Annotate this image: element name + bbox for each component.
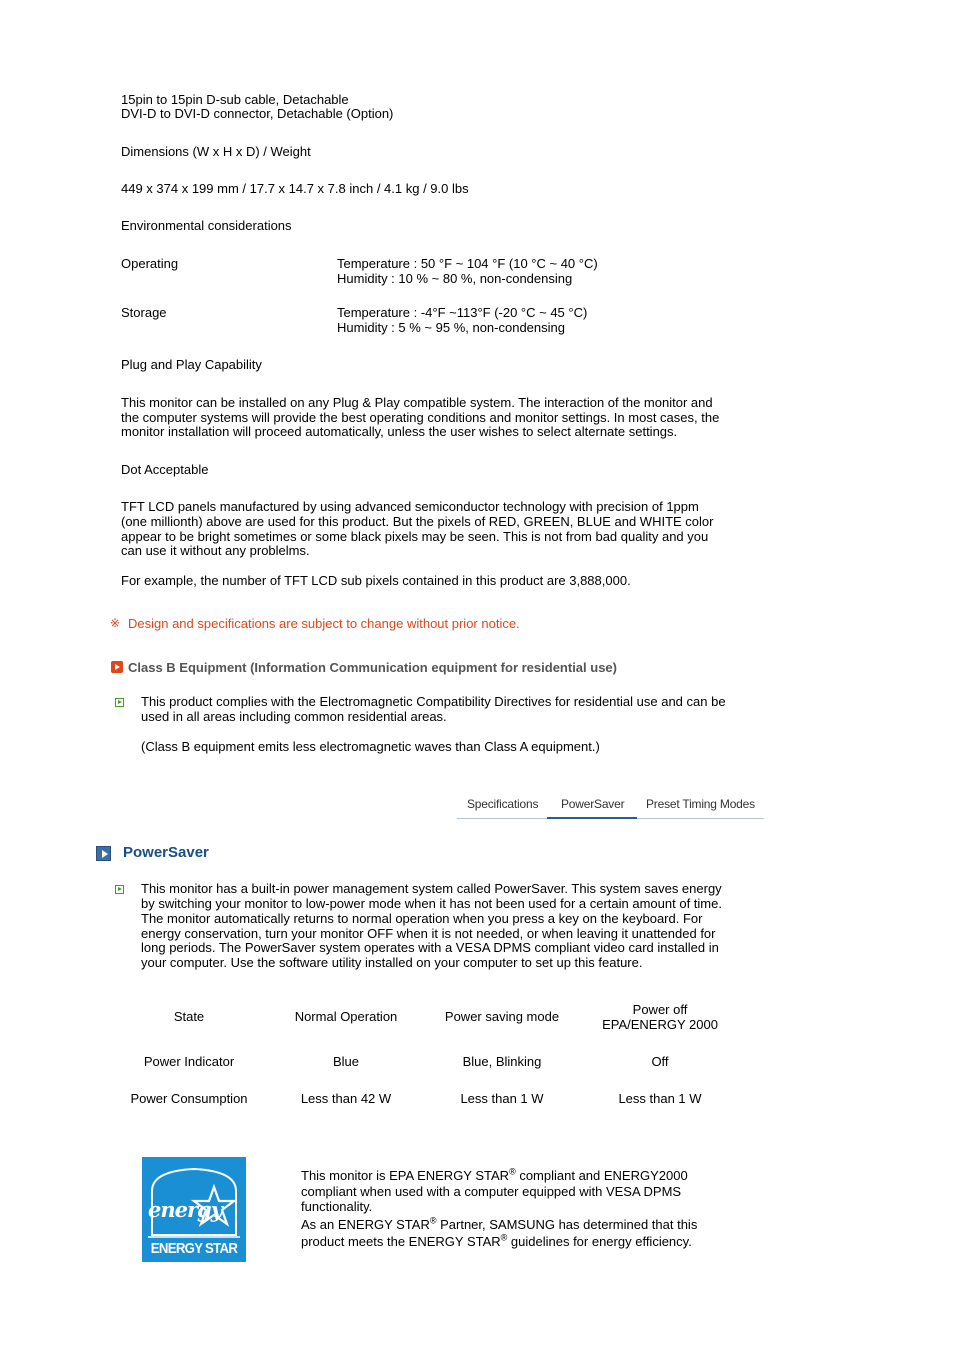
table-cell: Less than 1 W	[618, 1090, 702, 1106]
section-tabs	[457, 790, 764, 819]
classb-heading: Class B Equipment (Information Communication equipment for residential use)	[128, 660, 617, 675]
table-cell: State	[173, 1009, 205, 1025]
storage-label: Storage	[121, 305, 167, 320]
ps-line-4: energy conservation, turn your monitor OFF when it is not needed, or when leaving it unattended for	[141, 926, 716, 941]
es-p1d: functionality.	[301, 1199, 373, 1214]
dot-line-4: can use it without any problelms.	[121, 543, 310, 558]
notice-mark: ※	[110, 616, 121, 630]
energy-star-paragraph	[301, 1168, 731, 1250]
storage-humidity: Humidity : 5 % ~ 95 %, non-condensing	[337, 320, 565, 335]
powersaver-table	[110, 1000, 740, 1109]
dot-heading: Dot Acceptable	[121, 462, 209, 477]
table-cell: Less than 42 W	[300, 1090, 392, 1106]
energy-script-text: energy	[148, 1197, 222, 1222]
play-icon	[96, 846, 111, 861]
classb-note: (Class B equipment emits less electromagnetic waves than Class A equipment.)	[141, 739, 600, 754]
pnp-line-1: This monitor can be installed on any Plug & Play compatible system. The interaction of the monitor and	[121, 395, 713, 410]
powersaver-title: PowerSaver	[123, 844, 209, 861]
table-cell: Blue, Blinking	[462, 1053, 542, 1069]
pnp-line-3: monitor installation will proceed automatically, unless the user wishes to select alternate settings.	[121, 424, 678, 439]
operating-temperature: Temperature : 50 °F ~ 104 °F (10 °C ~ 40 °C)	[337, 256, 598, 271]
ps-line-3: The monitor automatically returns to normal operation when you press a key on the keyboard. For	[141, 911, 703, 926]
es-p2c: product meets the ENERGY STAR	[301, 1234, 501, 1249]
es-p2a: As an ENERGY STAR	[301, 1216, 430, 1232]
ps-line-1: This monitor has a built-in power management system called PowerSaver. This system saves energy	[141, 881, 722, 896]
pnp-line-2: the computer systems will provide the best operating conditions and monitor settings. In most cases, the	[121, 410, 720, 425]
es-p2d: guidelines for energy efficiency.	[507, 1234, 692, 1249]
dot-line-2: (one millionth) above are used for this product. But the pixels of RED, GREEN, BLUE and WHITE color	[121, 514, 714, 529]
dimensions-value: 449 x 374 x 199 mm / 17.7 x 14.7 x 7.8 inch / 4.1 kg / 9.0 lbs	[121, 181, 469, 196]
arrow-right-icon	[111, 661, 123, 673]
tab-powersaver[interactable]: PowerSaver	[561, 797, 625, 811]
tab-specifications[interactable]: Specifications	[467, 797, 539, 811]
registered-mark: ®	[429, 1215, 437, 1226]
table-row	[110, 1035, 740, 1089]
environment-heading: Environmental considerations	[121, 218, 292, 233]
active-tab-indicator	[547, 817, 637, 819]
energy-star-logo	[142, 1157, 246, 1262]
table-cell: Less than 1 W	[460, 1090, 544, 1106]
table-cell: Blue	[332, 1053, 360, 1069]
ps-line-2: by switching your monitor to low-power mode when it has not been used for a certain amount of time.	[141, 896, 722, 911]
bullet-icon	[115, 885, 124, 894]
classb-line-2: used in all areas including common residential areas.	[141, 709, 447, 724]
operating-humidity: Humidity : 10 % ~ 80 %, non-condensing	[337, 271, 573, 286]
es-p2b: Partner, SAMSUNG has determined that this	[436, 1216, 698, 1232]
tab-preset-timing-modes[interactable]: Preset Timing Modes	[646, 797, 755, 811]
ps-line-5: long periods. The PowerSaver system operates with a VESA DPMS compliant video card installed in	[141, 940, 719, 955]
notice-text: Design and specifications are subject to change without prior notice.	[128, 616, 520, 631]
cable-dsub: 15pin to 15pin D-sub cable, Detachable	[121, 92, 349, 107]
es-p1c: compliant when used with a computer equipped with VESA DPMS	[301, 1183, 682, 1199]
table-cell: Power saving mode	[444, 1009, 560, 1025]
table-cell: Power Indicator	[143, 1053, 235, 1069]
classb-line-1: This product complies with the Electromagnetic Compatibility Directives for residential use and can be	[141, 694, 726, 709]
table-cell: Power Consumption	[130, 1090, 248, 1106]
dimensions-heading: Dimensions (W x H x D) / Weight	[121, 144, 311, 159]
dot-line-1: TFT LCD panels manufactured by using advanced semiconductor technology with precision of 1ppm	[121, 499, 699, 514]
table-row	[110, 1089, 740, 1109]
pnp-heading: Plug and Play Capability	[121, 357, 262, 372]
ps-line-6: your computer. Use the software utility installed on your computer to set up this feature.	[141, 955, 643, 970]
energy-star-logo-text: ENERGY STAR	[150, 1240, 238, 1257]
bullet-icon	[115, 698, 124, 707]
epa-energy-label: EPA/ENERGY 2000	[602, 1016, 718, 1032]
registered-mark: ®	[500, 1232, 508, 1243]
dot-line-3: appear to be bright sometimes or some black pixels may be seen. This is not from bad quality and you	[121, 529, 709, 544]
dot-example: For example, the number of TFT LCD sub pixels contained in this product are 3,888,000.	[121, 573, 631, 588]
storage-temperature: Temperature : -4°F ~113°F (-20 °C ~ 45 °C)	[337, 305, 588, 320]
table-cell: Off	[651, 1053, 669, 1069]
power-off-label: Power off	[632, 1002, 688, 1017]
es-p1b: compliant and ENERGY2000	[515, 1168, 688, 1183]
table-cell: Normal Operation	[294, 1009, 398, 1025]
table-cell	[580, 1000, 740, 1035]
cable-dvi: DVI-D to DVI-D connector, Detachable (Option)	[121, 106, 394, 121]
registered-mark: ®	[509, 1166, 516, 1177]
es-p1a: This monitor is EPA ENERGY STAR	[301, 1168, 510, 1183]
table-row	[110, 1000, 740, 1035]
operating-label: Operating	[121, 256, 179, 271]
